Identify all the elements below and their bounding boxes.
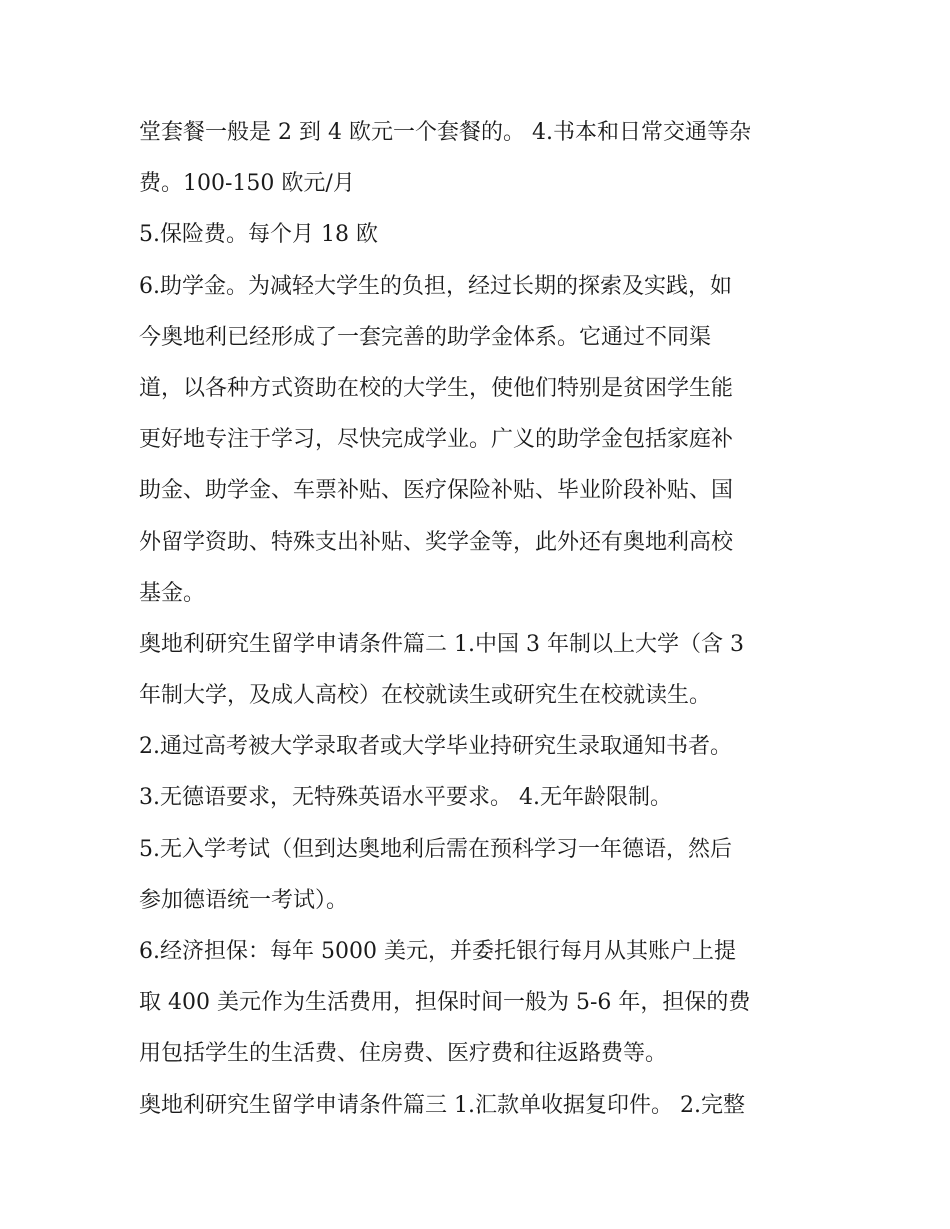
text-line: 6.助学金。为减轻大学生的负担，经过长期的探索及实践，如	[139, 273, 732, 299]
text-line: 奥地利研究生留学申请条件篇二 1.中国 3 年制以上大学（含 3	[139, 631, 744, 657]
text-line: 基金。	[139, 580, 206, 606]
text-line: 今奥地利已经形成了一套完善的助学金体系。它通过不同渠	[139, 324, 712, 350]
text-line: 堂套餐一般是 2 到 4 欧元一个套餐的。 4.书本和日常交通等杂	[139, 120, 751, 145]
text-line: 奥地利研究生留学申请条件篇三 1.汇款单收据复印件。 2.完整	[139, 1092, 745, 1118]
text-line: 参加德语统一考试）。	[139, 887, 349, 913]
text-line: 道，以各种方式资助在校的大学生，使他们特别是贫困学生能	[139, 375, 734, 401]
text-line: 费。100-150 欧元/月	[139, 171, 355, 197]
text-line: 用包括学生的生活费、住房费、医疗费和往返路费等。	[139, 1041, 668, 1067]
text-line: 5.无入学考试（但到达奥地利后需在预科学习一年德语，然后	[139, 836, 732, 862]
text-line: 外留学资助、特殊支出补贴、奖学金等，此外还有奥地利高校	[139, 529, 734, 555]
text-line: 2.通过高考被大学录取者或大学毕业持研究生录取通知书者。	[139, 734, 732, 760]
text-line: 取 400 美元作为生活费用，担保时间一般为 5-6 年，担保的费	[139, 990, 751, 1016]
text-line: 年制大学，及成人高校）在校就读生或研究生在校就读生。	[139, 683, 712, 709]
text-line: 助金、助学金、车票补贴、医疗保险补贴、毕业阶段补贴、国	[139, 478, 734, 504]
text-line: 5.保险费。每个月 18 欧	[139, 222, 378, 248]
text-line: 更好地专注于学习，尽快完成学业。广义的助学金包括家庭补	[139, 427, 734, 453]
text-line: 6.经济担保：每年 5000 美元，并委托银行每月从其账户上提	[139, 939, 736, 964]
text-line: 3.无德语要求，无特殊英语水平要求。 4.无年龄限制。	[139, 785, 672, 811]
document-text	[139, 107, 829, 1131]
